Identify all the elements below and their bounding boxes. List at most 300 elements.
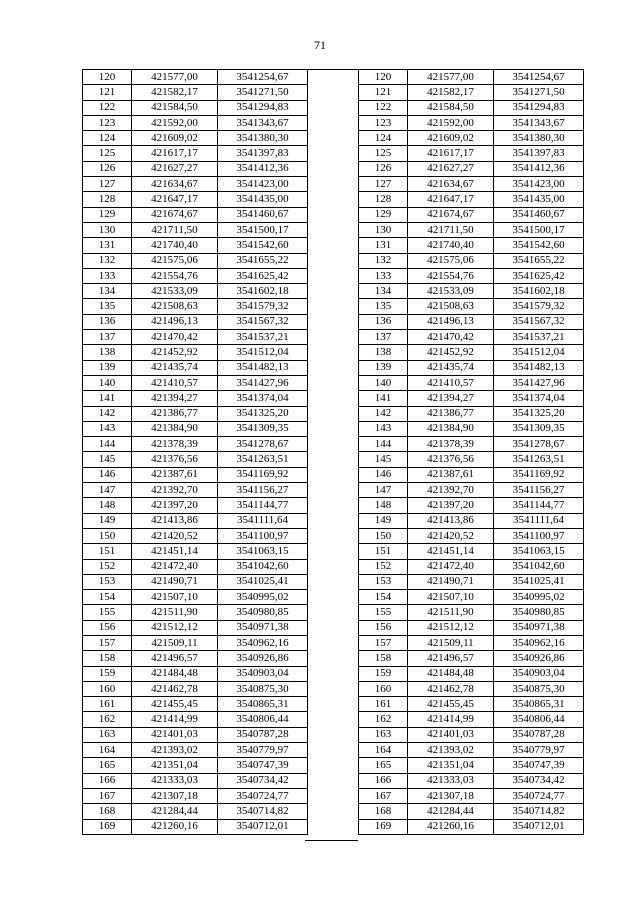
cell-x: 421470,42: [408, 330, 494, 345]
cell-x: 421455,45: [132, 697, 218, 712]
cell-y: 3541100,97: [218, 528, 308, 543]
cell-num: 148: [359, 498, 408, 513]
table-row: [359, 115, 584, 130]
cell-y: 3540747,39: [494, 758, 584, 773]
cell-x: 421674,67: [408, 207, 494, 222]
cell-num: 122: [359, 100, 408, 115]
cell-x: 421634,67: [408, 177, 494, 192]
cell-y: 3540734,42: [494, 773, 584, 788]
cell-x: 421378,39: [408, 437, 494, 452]
cell-y: 3541602,18: [218, 284, 308, 299]
cell-num: 157: [359, 635, 408, 650]
cell-y: 3541500,17: [218, 222, 308, 237]
cell-num: 153: [83, 574, 132, 589]
cell-num: 162: [83, 712, 132, 727]
cell-y: 3541374,04: [494, 391, 584, 406]
cell-x: 421435,74: [132, 360, 218, 375]
cell-y: 3541542,60: [494, 238, 584, 253]
cell-num: 131: [83, 238, 132, 253]
cell-y: 3541343,67: [218, 115, 308, 130]
table-row: [359, 712, 584, 727]
cell-y: 3541655,22: [494, 253, 584, 268]
table-row: [359, 483, 584, 498]
cell-x: 421711,50: [408, 222, 494, 237]
table-row: [359, 437, 584, 452]
cell-y: 3540712,01: [218, 819, 308, 834]
table-row: [359, 528, 584, 543]
cell-num: 134: [359, 284, 408, 299]
table-row: [83, 605, 308, 620]
cell-y: 3541412,36: [494, 161, 584, 176]
cell-y: 3541460,67: [218, 207, 308, 222]
cell-y: 3540865,31: [218, 697, 308, 712]
table-row: [83, 727, 308, 742]
table-row: [359, 192, 584, 207]
cell-num: 167: [83, 788, 132, 803]
cell-num: 151: [83, 544, 132, 559]
cell-x: 421384,90: [132, 421, 218, 436]
cell-num: 150: [359, 528, 408, 543]
table-row: [83, 804, 308, 819]
cell-y: 3540980,85: [218, 605, 308, 620]
table-row: [83, 131, 308, 146]
cell-num: 142: [359, 406, 408, 421]
cell-num: 139: [359, 360, 408, 375]
table-row: [359, 590, 584, 605]
cell-y: 3541423,00: [218, 177, 308, 192]
table-row: [359, 360, 584, 375]
cell-num: 165: [83, 758, 132, 773]
table-row: [359, 697, 584, 712]
cell-num: 125: [83, 146, 132, 161]
cell-x: 421392,70: [132, 483, 218, 498]
table-row: [83, 70, 308, 85]
cell-num: 128: [83, 192, 132, 207]
table-row: [83, 467, 308, 482]
table-row: [83, 115, 308, 130]
cell-num: 136: [83, 314, 132, 329]
cell-x: 421410,57: [132, 375, 218, 390]
cell-y: 3541263,51: [494, 452, 584, 467]
table-row: [83, 146, 308, 161]
cell-y: 3541397,83: [494, 146, 584, 161]
cell-x: 421387,61: [408, 467, 494, 482]
cell-num: 146: [359, 467, 408, 482]
cell-y: 3541025,41: [494, 574, 584, 589]
table-row: [359, 161, 584, 176]
cell-y: 3540734,42: [218, 773, 308, 788]
table-row: [359, 345, 584, 360]
cell-num: 147: [83, 483, 132, 498]
cell-y: 3541512,04: [218, 345, 308, 360]
cell-num: 154: [83, 590, 132, 605]
cell-x: 421394,27: [408, 391, 494, 406]
cell-num: 141: [359, 391, 408, 406]
cell-x: 421462,78: [408, 681, 494, 696]
cell-x: 421577,00: [408, 70, 494, 85]
cell-num: 141: [83, 391, 132, 406]
table-row: [83, 743, 308, 758]
cell-num: 144: [83, 437, 132, 452]
cell-y: 3540714,82: [494, 804, 584, 819]
table-row: [359, 253, 584, 268]
cell-y: 3541025,41: [218, 574, 308, 589]
cell-num: 132: [359, 253, 408, 268]
cell-y: 3541042,60: [218, 559, 308, 574]
cell-x: 421351,04: [132, 758, 218, 773]
cell-y: 3540779,97: [494, 743, 584, 758]
table-row: [83, 330, 308, 345]
cell-x: 421711,50: [132, 222, 218, 237]
cell-num: 157: [83, 635, 132, 650]
table-row: [83, 620, 308, 635]
cell-y: 3541579,32: [218, 299, 308, 314]
cell-num: 127: [83, 177, 132, 192]
cell-num: 133: [83, 268, 132, 283]
cell-y: 3541380,30: [494, 131, 584, 146]
cell-x: 421609,02: [408, 131, 494, 146]
cell-num: 163: [83, 727, 132, 742]
cell-x: 421554,76: [408, 268, 494, 283]
cell-y: 3541263,51: [218, 452, 308, 467]
cell-y: 3541460,67: [494, 207, 584, 222]
cell-x: 421554,76: [132, 268, 218, 283]
cell-y: 3540875,30: [494, 681, 584, 696]
cell-x: 421472,40: [408, 559, 494, 574]
cell-y: 3541412,36: [218, 161, 308, 176]
table-row: [83, 574, 308, 589]
table-row: [359, 268, 584, 283]
table-row: [359, 222, 584, 237]
cell-num: 147: [359, 483, 408, 498]
cell-num: 144: [359, 437, 408, 452]
cell-num: 164: [83, 743, 132, 758]
cell-num: 153: [359, 574, 408, 589]
cell-num: 132: [83, 253, 132, 268]
cell-num: 127: [359, 177, 408, 192]
cell-y: 3540962,16: [494, 635, 584, 650]
table-row: [83, 375, 308, 390]
cell-y: 3541063,15: [494, 544, 584, 559]
table-row: [359, 788, 584, 803]
table-row: [83, 773, 308, 788]
cell-num: 166: [359, 773, 408, 788]
cell-y: 3540806,44: [218, 712, 308, 727]
cell-num: 130: [83, 222, 132, 237]
cell-y: 3540724,77: [218, 788, 308, 803]
cell-num: 126: [359, 161, 408, 176]
table-row: [359, 330, 584, 345]
cell-num: 165: [359, 758, 408, 773]
coordinates-table-left: [82, 69, 308, 835]
table-row: [359, 391, 584, 406]
cell-y: 3541374,04: [218, 391, 308, 406]
cell-y: 3541111,64: [494, 513, 584, 528]
page-number: 71: [314, 38, 326, 52]
cell-y: 3541579,32: [494, 299, 584, 314]
table-row: [83, 437, 308, 452]
cell-y: 3541567,32: [494, 314, 584, 329]
cell-x: 421617,17: [132, 146, 218, 161]
cell-x: 421260,16: [132, 819, 218, 834]
cell-y: 3541309,35: [494, 421, 584, 436]
cell-y: 3540980,85: [494, 605, 584, 620]
cell-num: 167: [359, 788, 408, 803]
cell-y: 3541435,00: [218, 192, 308, 207]
table-row: [359, 452, 584, 467]
cell-y: 3541278,67: [218, 437, 308, 452]
cell-num: 159: [359, 666, 408, 681]
cell-num: 161: [83, 697, 132, 712]
cell-y: 3540747,39: [218, 758, 308, 773]
cell-x: 421484,48: [132, 666, 218, 681]
cell-x: 421414,99: [408, 712, 494, 727]
cell-num: 140: [359, 375, 408, 390]
table-row: [83, 819, 308, 834]
table-row: [359, 559, 584, 574]
cell-y: 3541380,30: [218, 131, 308, 146]
table-row: [359, 635, 584, 650]
cell-num: 161: [359, 697, 408, 712]
cell-x: 421376,56: [408, 452, 494, 467]
cell-num: 146: [83, 467, 132, 482]
cell-num: 152: [83, 559, 132, 574]
table-row: [83, 528, 308, 543]
cell-x: 421577,00: [132, 70, 218, 85]
cell-x: 421386,77: [408, 406, 494, 421]
cell-num: 145: [83, 452, 132, 467]
cell-num: 169: [359, 819, 408, 834]
cell-x: 421472,40: [132, 559, 218, 574]
cell-num: 158: [359, 651, 408, 666]
cell-y: 3541100,97: [494, 528, 584, 543]
cell-x: 421351,04: [408, 758, 494, 773]
cell-x: 421452,92: [408, 345, 494, 360]
table-row: [83, 192, 308, 207]
cell-num: 143: [359, 421, 408, 436]
cell-x: 421582,17: [132, 85, 218, 100]
cell-x: 421584,50: [408, 100, 494, 115]
cell-x: 421533,09: [408, 284, 494, 299]
table-row: [83, 544, 308, 559]
cell-x: 421507,10: [132, 590, 218, 605]
table-row: [83, 253, 308, 268]
cell-y: 3541271,50: [218, 85, 308, 100]
cell-y: 3541343,67: [494, 115, 584, 130]
cell-num: 138: [359, 345, 408, 360]
table-row: [359, 70, 584, 85]
table-row: [359, 651, 584, 666]
cell-num: 121: [83, 85, 132, 100]
cell-num: 124: [83, 131, 132, 146]
table-row: [83, 314, 308, 329]
table-row: [359, 605, 584, 620]
cell-x: 421740,40: [408, 238, 494, 253]
cell-x: 421386,77: [132, 406, 218, 421]
cell-y: 3541309,35: [218, 421, 308, 436]
cell-x: 421333,03: [132, 773, 218, 788]
cell-num: 169: [83, 819, 132, 834]
cell-num: 139: [83, 360, 132, 375]
cell-y: 3540962,16: [218, 635, 308, 650]
table-row: [83, 268, 308, 283]
cell-y: 3541271,50: [494, 85, 584, 100]
cell-y: 3540971,38: [494, 620, 584, 635]
cell-x: 421413,86: [132, 513, 218, 528]
cell-num: 156: [359, 620, 408, 635]
cell-x: 421511,90: [408, 605, 494, 620]
cell-num: 130: [359, 222, 408, 237]
table-row: [359, 666, 584, 681]
cell-num: 149: [359, 513, 408, 528]
cell-y: 3541625,42: [218, 268, 308, 283]
cell-x: 421413,86: [408, 513, 494, 528]
cell-x: 421451,14: [132, 544, 218, 559]
table-row: [359, 284, 584, 299]
cell-x: 421455,45: [408, 697, 494, 712]
cell-num: 156: [83, 620, 132, 635]
cell-x: 421420,52: [408, 528, 494, 543]
cell-x: 421512,12: [132, 620, 218, 635]
cell-x: 421496,57: [132, 651, 218, 666]
cell-y: 3541567,32: [218, 314, 308, 329]
cell-x: 421617,17: [408, 146, 494, 161]
cell-num: 138: [83, 345, 132, 360]
cell-y: 3540865,31: [494, 697, 584, 712]
cell-x: 421496,57: [408, 651, 494, 666]
cell-num: 140: [83, 375, 132, 390]
table-row: [359, 375, 584, 390]
cell-y: 3541169,92: [218, 467, 308, 482]
cell-x: 421378,39: [132, 437, 218, 452]
cell-y: 3541063,15: [218, 544, 308, 559]
cell-x: 421387,61: [132, 467, 218, 482]
cell-x: 421674,67: [132, 207, 218, 222]
cell-y: 3541537,21: [494, 330, 584, 345]
cell-num: 128: [359, 192, 408, 207]
cell-y: 3541423,00: [494, 177, 584, 192]
cell-y: 3540712,01: [494, 819, 584, 834]
table-row: [83, 559, 308, 574]
table-row: [359, 804, 584, 819]
table-row: [359, 727, 584, 742]
cell-x: 421392,70: [408, 483, 494, 498]
cell-num: 122: [83, 100, 132, 115]
cell-num: 151: [359, 544, 408, 559]
table-row: [359, 177, 584, 192]
table-row: [359, 406, 584, 421]
cell-y: 3540806,44: [494, 712, 584, 727]
cell-x: 421592,00: [132, 115, 218, 130]
cell-y: 3540903,04: [494, 666, 584, 681]
cell-x: 421509,11: [132, 635, 218, 650]
table-row: [83, 207, 308, 222]
table-row: [359, 498, 584, 513]
cell-num: 137: [83, 330, 132, 345]
cell-num: 158: [83, 651, 132, 666]
cell-x: 421496,13: [132, 314, 218, 329]
cell-y: 3541537,21: [218, 330, 308, 345]
table-row: [359, 85, 584, 100]
table-row: [83, 360, 308, 375]
cell-num: 143: [83, 421, 132, 436]
cell-num: 149: [83, 513, 132, 528]
cell-y: 3541482,13: [218, 360, 308, 375]
cell-x: 421435,74: [408, 360, 494, 375]
cell-x: 421307,18: [132, 788, 218, 803]
cell-x: 421490,71: [408, 574, 494, 589]
cell-num: 133: [359, 268, 408, 283]
table-row: [83, 697, 308, 712]
cell-x: 421634,67: [132, 177, 218, 192]
table-row: [359, 574, 584, 589]
cell-y: 3541397,83: [218, 146, 308, 161]
cell-x: 421496,13: [408, 314, 494, 329]
cell-y: 3540995,02: [218, 590, 308, 605]
cell-x: 421508,63: [408, 299, 494, 314]
cell-x: 421582,17: [408, 85, 494, 100]
table-row: [83, 590, 308, 605]
cell-y: 3541144,77: [494, 498, 584, 513]
table-row: [83, 100, 308, 115]
table-row: [359, 758, 584, 773]
cell-num: 124: [359, 131, 408, 146]
cell-x: 421452,92: [132, 345, 218, 360]
cell-y: 3541625,42: [494, 268, 584, 283]
cell-num: 142: [83, 406, 132, 421]
cell-num: 135: [359, 299, 408, 314]
cell-x: 421627,27: [132, 161, 218, 176]
cell-y: 3541602,18: [494, 284, 584, 299]
cell-x: 421393,02: [408, 743, 494, 758]
cell-num: 164: [359, 743, 408, 758]
table-row: [83, 712, 308, 727]
cell-y: 3541278,67: [494, 437, 584, 452]
cell-x: 421414,99: [132, 712, 218, 727]
table-row: [83, 483, 308, 498]
cell-num: 155: [359, 605, 408, 620]
cell-y: 3541542,60: [218, 238, 308, 253]
cell-x: 421462,78: [132, 681, 218, 696]
table-row: [83, 635, 308, 650]
cell-y: 3541435,00: [494, 192, 584, 207]
cell-num: 152: [359, 559, 408, 574]
cell-x: 421260,16: [408, 819, 494, 834]
table-row: [359, 743, 584, 758]
table-row: [359, 513, 584, 528]
table-row: [83, 222, 308, 237]
coordinates-table-right: [358, 69, 584, 835]
table-row: [359, 819, 584, 834]
cell-y: 3541156,27: [494, 483, 584, 498]
cell-y: 3541169,92: [494, 467, 584, 482]
cell-y: 3541144,77: [218, 498, 308, 513]
cell-y: 3540724,77: [494, 788, 584, 803]
cell-y: 3541427,96: [218, 375, 308, 390]
table-row: [359, 100, 584, 115]
cell-num: 123: [359, 115, 408, 130]
table-row: [359, 131, 584, 146]
table-row: [83, 85, 308, 100]
cell-x: 421384,90: [408, 421, 494, 436]
table-row: [83, 284, 308, 299]
table-row: [83, 406, 308, 421]
cell-num: 120: [359, 70, 408, 85]
cell-x: 421393,02: [132, 743, 218, 758]
cell-x: 421507,10: [408, 590, 494, 605]
cell-x: 421307,18: [408, 788, 494, 803]
cell-x: 421647,17: [132, 192, 218, 207]
